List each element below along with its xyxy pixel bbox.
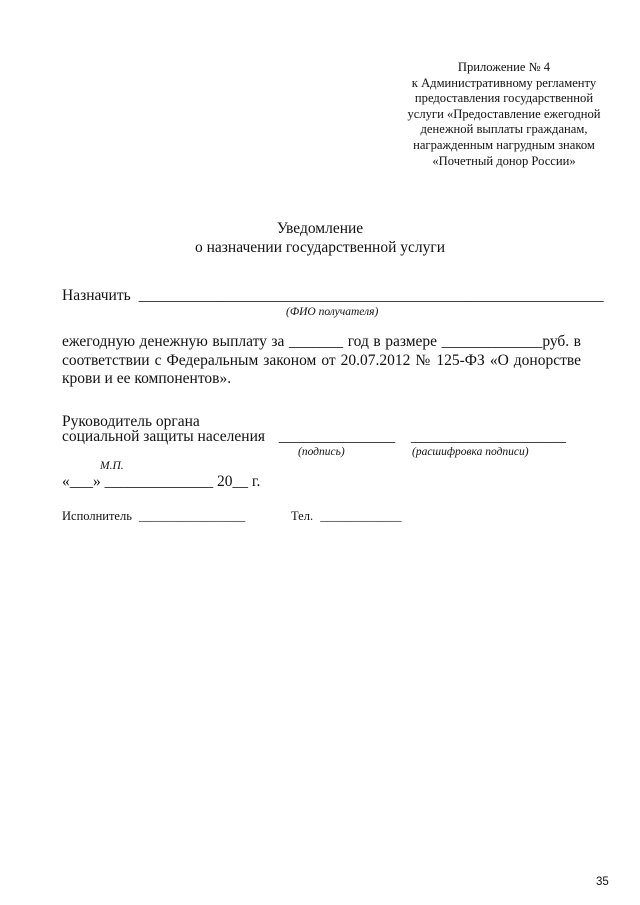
recipient-name-field[interactable]: ____________________________________________________________	[138, 287, 604, 304]
assign-label: Назначить	[62, 287, 131, 304]
executor-row	[62, 509, 245, 524]
document-title	[0, 219, 640, 257]
payment-paragraph: ежегодную денежную выплату за _______ год в размере _____________руб. в соответствии с Федеральным законом от 20.07.2012 № 125-ФЗ «О донорстве крови и ее компонентов».	[62, 333, 581, 387]
phone-field[interactable]: _____________	[320, 509, 402, 523]
signature-caption: (подпись)	[298, 446, 345, 458]
appendix-line: предоставления государственной	[414, 91, 594, 106]
stamp-label: М.П.	[100, 460, 124, 472]
appendix-line: к Административному регламенту	[411, 75, 597, 90]
title-line-1: Уведомление	[276, 220, 364, 237]
phone-label: Тел.	[291, 509, 314, 523]
head-title-line-1: Руководитель органа	[62, 413, 200, 430]
signature-decode-field[interactable]: ____________________	[411, 428, 567, 445]
appendix-line: Приложение № 4	[457, 60, 551, 74]
appendix-line: услуги «Предоставление ежегодной	[407, 106, 601, 121]
appendix-line: «Почетный донор России»	[432, 153, 576, 168]
assign-row	[62, 287, 604, 305]
title-line-2: о назначении государственной услуги	[194, 239, 446, 256]
signature-field[interactable]: _______________	[278, 428, 396, 445]
recipient-caption: (ФИО получателя)	[286, 306, 379, 318]
head-title-line-2: социальной защиты населения	[62, 428, 266, 445]
page-number: 35	[596, 876, 609, 888]
head-signature-row	[62, 428, 566, 446]
executor-label: Исполнитель	[62, 509, 132, 523]
date-field[interactable]: «___» ______________ 20__ г.	[62, 473, 261, 490]
executor-field[interactable]: _________________	[139, 509, 246, 523]
appendix-block	[398, 60, 610, 169]
appendix-line: денежной выплаты гражданам,	[420, 122, 588, 137]
phone-row	[291, 509, 401, 524]
signature-decode-caption: (расшифровка подписи)	[412, 446, 529, 458]
appendix-line: награжденным нагрудным знаком	[413, 137, 595, 152]
